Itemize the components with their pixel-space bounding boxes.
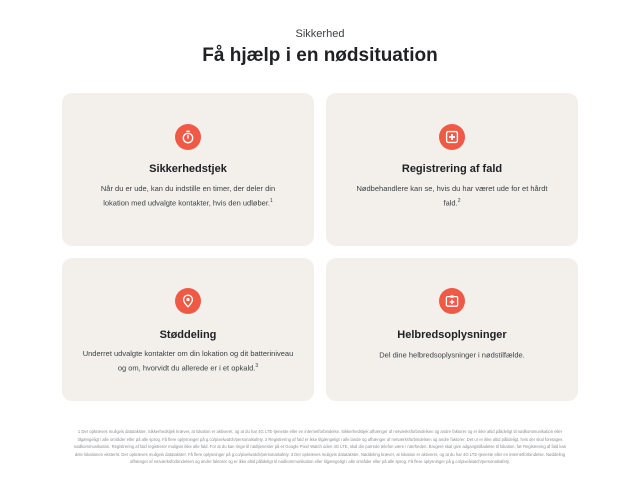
location-pin-icon <box>175 288 201 314</box>
card-title: Helbredsoplysninger <box>397 329 507 341</box>
card-safety-check <box>62 93 314 246</box>
page-title: Få hjælp i en nødsituation <box>202 45 438 66</box>
card-title: Registrering af fald <box>401 163 503 175</box>
footnote-ref: 1 <box>270 198 273 204</box>
footnote-ref: 2 <box>457 198 461 204</box>
card-title: Støddeling <box>159 329 217 341</box>
footnote-ref: 3 <box>255 363 259 369</box>
legal-footnote: 1 Der opkræves muligvis datatakster. Sikkerhedstjek kræver, at lokation er aktiveret, og at du har 4G LTE-tjeneste eller en internetforbindelse. Sikkerhedstjek afhænger af netværksforbindelsen og andre faktorer og er ikke altid pålideligt til nødkommunikation eller tilgængeligt i alle områder eller på alle sprog. Få flere oplysninger på g.co/pixelwatch/personalsafety. 2 Registrering af fald er ikke tilgængeligt i alle lande og afhænger af netværksforbindelsen og andre faktorer. Det ur er ikke altid pålideligt, hvis der skal foretages nødkommunikation. Registrering af fald registrerer muligvis ikke alle fald. For at du kan ringe til nødtjenester på et Google Pixel Watch uden 4G LTE, skal din parrede telefon være i nærheden. Brugere skal give adgangstilladelse til lokation, før Registrering af fald kan dele lokationen eksternt. Der opkræves muligvis datatakster. Få flere oplysninger på g.co/pixelwatch/personalsafety. 3 Der opkræves muligvis datatakster. Nøddeling kræver, at lokation er aktiveret, og at du har 4G LTE-tjeneste eller en internetforbindelse. Nøddeling afhænger af netværksforbindelsen og andre faktorer og er ikke altid pålideligt til nødkommunikation eller tilgængeligt i alle områder eller på alle sprog. Få flere oplysninger på g.co/pixelwatch/personalsafety. <box>73 429 567 465</box>
card-body: Underret udvalgte kontakter om din lokation og dit batteriniveau og om, hvorvidt du allerede er i et opkald.$^3$ <box>82 349 294 373</box>
card-body: Når du er ude, kan du indstille en timer, der deler din lokation med udvalgte kontakter, hvis den udløber.$^1$ <box>100 184 276 208</box>
card-emergency-sharing <box>62 258 314 401</box>
card-body: Nødbehandlere kan se, hvis du har været ude for et hårdt fald.$^2$ <box>356 184 548 208</box>
card-medical-info <box>326 258 578 401</box>
card-title: Sikkerhedstjek <box>149 163 227 175</box>
medical-cross-icon <box>439 124 465 150</box>
medical-id-icon <box>439 288 465 314</box>
eyebrow-label: Sikkerhed <box>295 28 345 40</box>
card-fall-detection <box>326 93 578 246</box>
card-body: Del dine helbredsoplysninger i nødstilfælde. <box>379 350 525 360</box>
stopwatch-icon <box>175 124 201 150</box>
feature-grid <box>62 93 578 401</box>
